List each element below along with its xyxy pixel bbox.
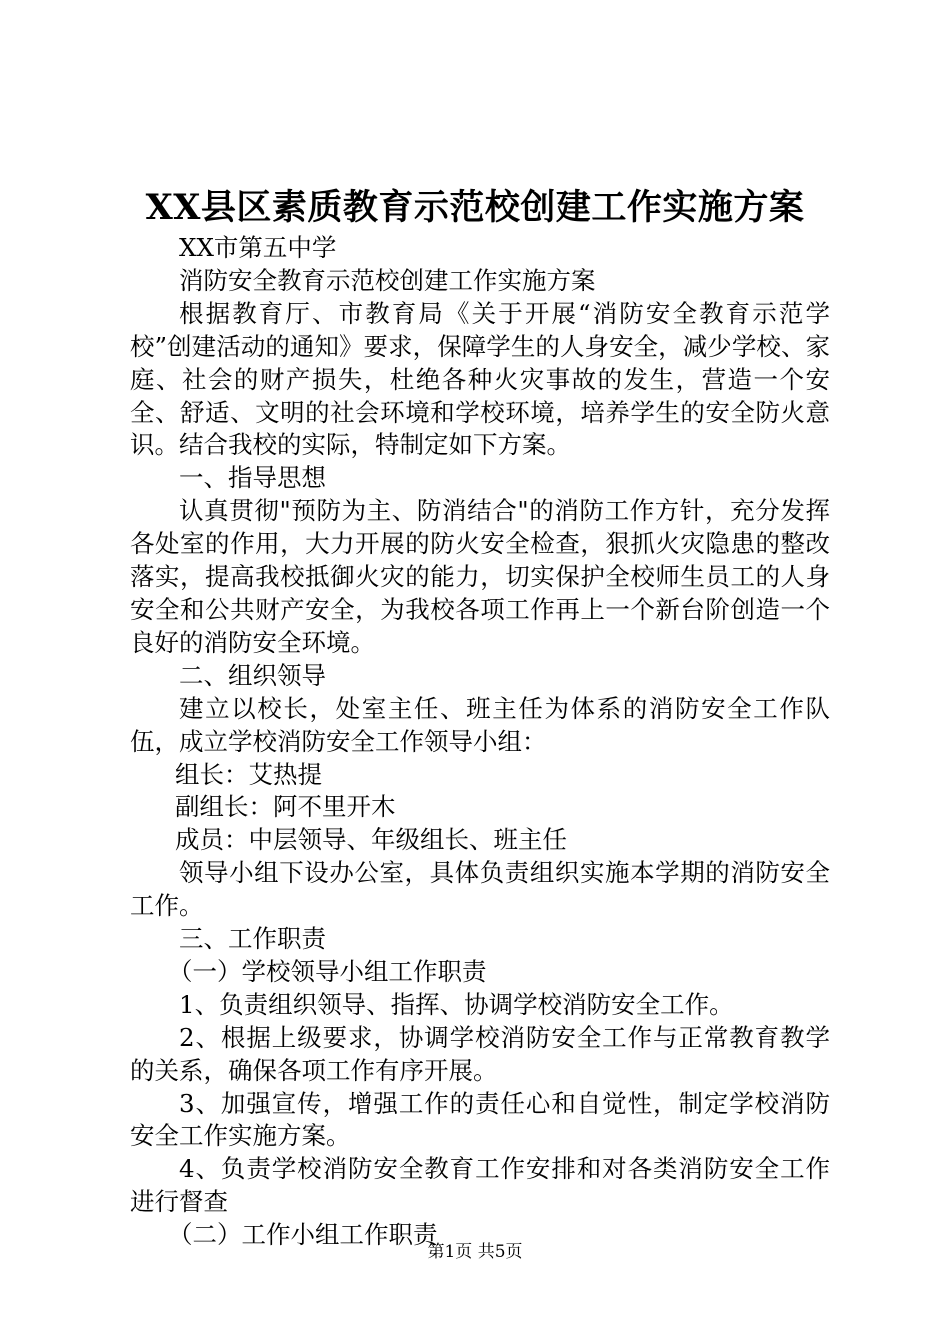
deputy-leader: 副组长：阿不里开木	[175, 792, 396, 822]
duty-item-1: 1、负责组织领导、指挥、协调学校消防安全工作。	[179, 989, 734, 1019]
section-heading-organization: 二、组织领导	[179, 660, 326, 690]
paragraph-intro: 根据教育厅、市教育局《关于开展“消防安全教育示范学校”创建活动的通知》要求，保障学生的人身安全，减少学校、家庭、社会的财产损失，杜绝各种火灾事故的发生，营造一个安全、舒适、文明的社会环境和学校环境，培养学生的安全防火意识。结合我校的实际，特制定如下方案。	[130, 298, 830, 460]
duty-item-4: 4、负责学校消防安全教育工作安排和对各类消防安全工作进行督查	[130, 1154, 830, 1217]
paragraph-guiding-thought: 认真贯彻"预防为主、防消结合"的消防工作方针，充分发挥各处室的作用，大力开展的防火安全检查，狠抓火灾隐患的整改落实，提高我校抵御火灾的能力，切实保护全校师生员工的人身安全和公共财产安全，为我校各项工作再上一个新台阶创造一个良好的消防安全环境。	[130, 496, 830, 657]
team-members: 成员：中层领导、年级组长、班主任	[175, 825, 567, 855]
section-heading-duties: 三、工作职责	[179, 924, 326, 954]
duty-item-3: 3、加强宣传，增强工作的责任心和自觉性，制定学校消防安全工作实施方案。	[130, 1088, 830, 1151]
subsection-heading-leadership-duties: （一）学校领导小组工作职责	[168, 956, 487, 986]
paragraph-office: 领导小组下设办公室，具体负责组织实施本学期的消防安全工作。	[130, 858, 830, 921]
plan-subtitle: 消防安全教育示范校创建工作实施方案	[179, 265, 596, 295]
subsection-heading-working-group-duties: （二）工作小组工作职责	[168, 1220, 438, 1250]
document-title: XX县区素质教育示范校创建工作实施方案	[145, 187, 805, 228]
duty-item-2: 2、根据上级要求，协调学校消防安全工作与正常教育教学的关系，确保各项工作有序开展。	[130, 1022, 830, 1085]
paragraph-organization: 建立以校长，处室主任、班主任为体系的消防安全工作队伍，成立学校消防安全工作领导小组：	[130, 693, 830, 756]
page-number-footer: 第1页 共5页	[427, 1242, 523, 1262]
section-heading-guiding-thought: 一、指导思想	[179, 463, 326, 493]
school-name: XX市第五中学	[179, 233, 337, 262]
document-body	[130, 232, 830, 1252]
team-leader: 组长：艾热提	[175, 759, 322, 789]
